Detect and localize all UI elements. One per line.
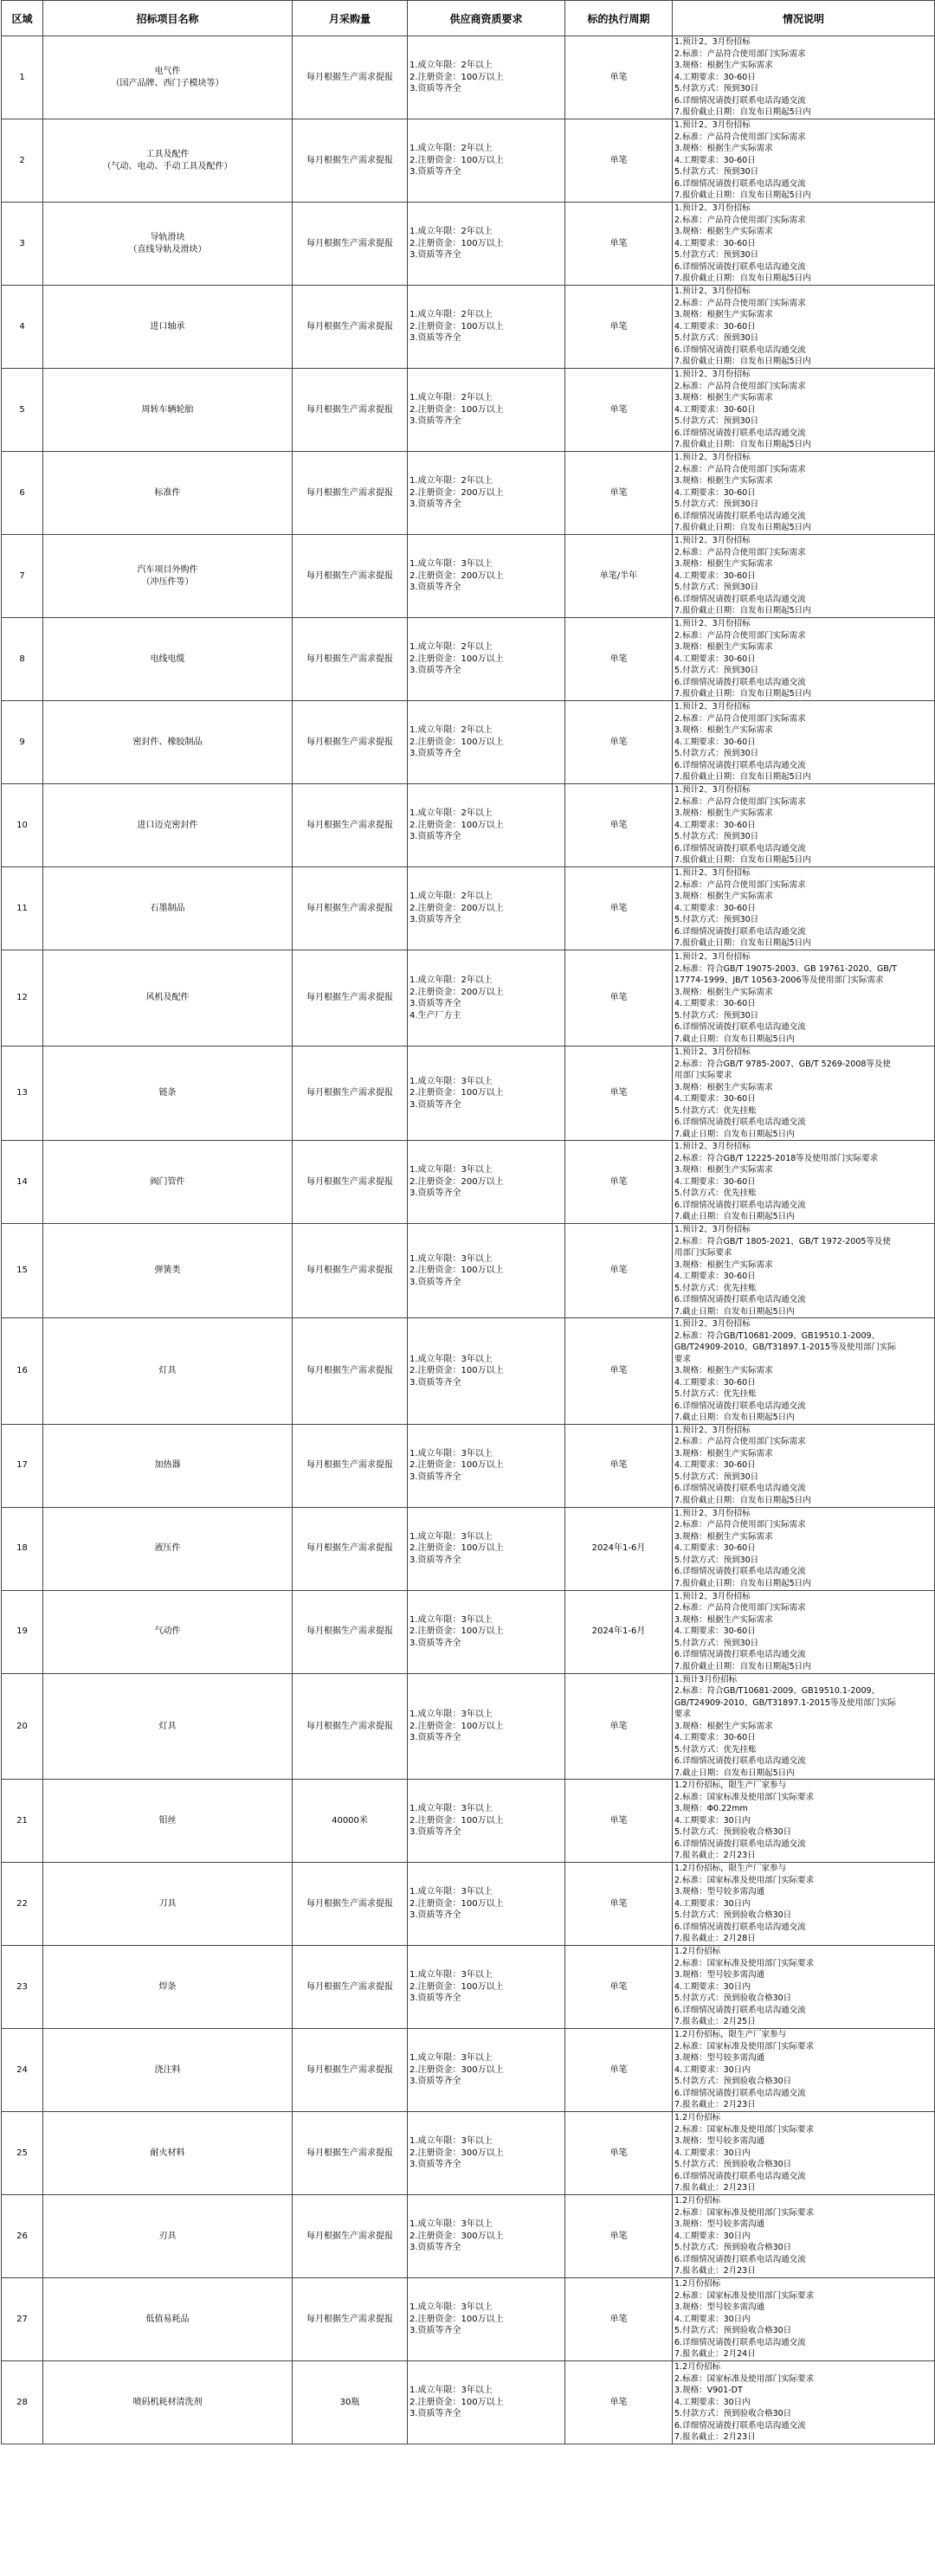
cell-project (43, 452, 293, 535)
cell-notes: 1.预计2、3月份招标 2.标准：产品符合使用部门实际需求 3.规格：根据生产实际需求 4.工期要求：30-60日 5.付款方式：预到30日 6.详细情况请拨打联系电话沟通交流 7.报价截止日期：自发布日期起5日内 (673, 286, 935, 369)
cell-region: 26 (2, 2195, 43, 2278)
cell-notes: 1.预计2、3月份招标 2.标准：符合GB/T 12225-2018等及使用部门实际要求 3.规格：根据生产实际需求 4.工期要求：30-60日 5.付款方式：优先挂账 6.详细情况请拨打联系电话沟通交流 7.截止日期：自发布日期起5日内 (673, 1141, 935, 1224)
cell-period: 单笔 (565, 1224, 673, 1318)
table-row (2, 535, 935, 618)
cell-supplier-req: 1.成立年限：3年以上 2.注册资金：100万以上 3.资质等齐全 (408, 1863, 565, 1946)
cell-project (43, 1224, 293, 1318)
table-row (2, 1424, 935, 1507)
cell-notes: 1.2月份招标，限生产厂家参与 2.标准：国家标准及使用部门实际要求 3.规格：Φ0.22mm 4.工期要求：30日内 5.付款方式：预到验收合格30日 6.详细情况请拨打联系电话沟通交流 7.报名截止：2月23日 (673, 1780, 935, 1863)
cell-notes: 1.预计2、3月份招标 2.标准：符合GB/T 19075-2003、GB 19761-2020、GB/T 17774-1999、JB/T 10563-2006等及使用部门实际需求 3.规格：根据生产实际需求 4.工期要求：30-60日 5.付款方式：预到30日 6.详细情况请拨打联系电话沟通交流 7.截止日期：自发布日期起5日内 (673, 950, 935, 1046)
cell-notes: 1.2月份招标 2.标准：国家标准及使用部门实际要求 3.规格：型号较多需沟通 4.工期要求：30日内 5.付款方式：预到验收合格30日 6.详细情况请拨打联系电话沟通交流 7.报名截止：2月23日 (673, 2195, 935, 2278)
cell-monthly-qty: 每月根据生产需求提报 (293, 701, 408, 784)
cell-region: 5 (2, 369, 43, 452)
cell-project-name: 耐火材料 (150, 2148, 185, 2158)
cell-monthly-qty: 每月根据生产需求提报 (293, 1507, 408, 1590)
cell-supplier-req: 1.成立年限：3年以上 2.注册资金：300万以上 3.资质等齐全 (408, 2029, 565, 2112)
cell-project-name: 阀门管件 (150, 1176, 185, 1187)
cell-project (43, 950, 293, 1046)
cell-monthly-qty: 每月根据生产需求提报 (293, 1673, 408, 1780)
cell-region: 17 (2, 1424, 43, 1507)
cell-project (43, 2195, 293, 2278)
cell-period: 单笔 (565, 701, 673, 784)
cell-supplier-req: 1.成立年限：2年以上 2.注册资金：100万以上 3.资质等齐全 (408, 36, 565, 119)
cell-project-name: 进口轴承 (150, 321, 185, 332)
cell-period: 2024年1-6月 (565, 1507, 673, 1590)
cell-project (43, 1780, 293, 1863)
table-row (2, 119, 935, 203)
cell-supplier-req: 1.成立年限：3年以上 2.注册资金：200万以上 3.资质等齐全 (408, 535, 565, 618)
cell-period: 单笔 (565, 1318, 673, 1425)
cell-notes: 1.预计2、3月份招标 2.标准：产品符合使用部门实际需求 3.规格：根据生产实际需求 4.工期要求：30-60日 5.付款方式：预到30日 6.详细情况请拨打联系电话沟通交流 7.报价截止日期：自发布日期起5日内 (673, 119, 935, 203)
cell-region: 6 (2, 452, 43, 535)
cell-monthly-qty: 每月根据生产需求提报 (293, 618, 408, 701)
cell-region: 22 (2, 1863, 43, 1946)
cell-project-name: 导轨滑块 (150, 233, 185, 242)
cell-monthly-qty: 每月根据生产需求提报 (293, 2112, 408, 2195)
cell-region: 19 (2, 1590, 43, 1673)
cell-period: 单笔 (565, 119, 673, 203)
cell-notes: 1.预计2、3月份招标 2.标准：产品符合使用部门实际需求 3.规格：根据生产实际需求 4.工期要求：30-60日 5.付款方式：预到30日 6.详细情况请拨打联系电话沟通交流 7.报价截止日期：自发布日期起5日内 (673, 1507, 935, 1590)
table-row (2, 950, 935, 1046)
cell-supplier-req: 1.成立年限：2年以上 2.注册资金：200万以上 3.资质等齐全 4.生产厂方主 (408, 950, 565, 1046)
cell-project (43, 1946, 293, 2029)
procurement-table (1, 0, 935, 2444)
cell-period: 单笔 (565, 2361, 673, 2444)
cell-monthly-qty: 40000米 (293, 1780, 408, 1863)
cell-notes: 1.预计2、3月份招标 2.标准：产品符合使用部门实际需求 3.规格：根据生产实际需求 4.工期要求：30-60日 5.付款方式：预到30日 6.详细情况请拨打联系电话沟通交流 7.报价截止日期：自发布日期起5日内 (673, 867, 935, 950)
table-row (2, 867, 935, 950)
cell-supplier-req: 1.成立年限：2年以上 2.注册资金：100万以上 3.资质等齐全 (408, 618, 565, 701)
cell-period: 单笔 (565, 867, 673, 950)
cell-supplier-req: 1.成立年限：2年以上 2.注册资金：100万以上 3.资质等齐全 (408, 701, 565, 784)
cell-project (43, 369, 293, 452)
cell-monthly-qty: 每月根据生产需求提报 (293, 535, 408, 618)
cell-notes: 1.2月份招标，限生产厂家参与 2.标准：国家标准及使用部门实际要求 3.规格：型号较多需沟通 4.工期要求：30日内 5.付款方式：预到验收合格30日 6.详细情况请拨打联系电话沟通交流 7.报名截止：2月28日 (673, 1863, 935, 1946)
table-row (2, 1863, 935, 1946)
cell-supplier-req: 1.成立年限：2年以上 2.注册资金：200万以上 3.资质等齐全 (408, 867, 565, 950)
cell-period: 单笔 (565, 2278, 673, 2361)
cell-project (43, 203, 293, 286)
table-row (2, 1673, 935, 1780)
cell-notes: 1.2月份招标 2.标准：国家标准及使用部门实际要求 3.规格：型号较多需沟通 4.工期要求：30日内 5.付款方式：预到验收合格30日 6.详细情况请拨打联系电话沟通交流 7.报名截止：2月23日 (673, 2112, 935, 2195)
cell-period: 单笔 (565, 1863, 673, 1946)
cell-monthly-qty: 每月根据生产需求提报 (293, 119, 408, 203)
cell-period: 单笔 (565, 286, 673, 369)
cell-monthly-qty: 每月根据生产需求提报 (293, 203, 408, 286)
cell-region: 20 (2, 1673, 43, 1780)
cell-notes: 1.预计2、3月份招标 2.标准：产品符合使用部门实际需求 3.规格：根据生产实际需求 4.工期要求：30-60日 5.付款方式：预到30日 6.详细情况请拨打联系电话沟通交流 7.报价截止日期：自发布日期起5日内 (673, 36, 935, 119)
cell-project (43, 36, 293, 119)
table-row (2, 2278, 935, 2361)
cell-period: 单笔 (565, 784, 673, 867)
cell-monthly-qty: 每月根据生产需求提报 (293, 1318, 408, 1425)
table-row (2, 2361, 935, 2444)
cell-project-name: 刃具 (158, 2231, 177, 2241)
cell-period: 单笔 (565, 36, 673, 119)
cell-notes: 1.2月份招标 2.标准：国家标准及使用部门实际要求 3.规格：V901-DT 4.工期要求：30日内 5.付款方式：预到验收合格30日 6.详细情况请拨打联系电话沟通交流 7.报名截止：2月23日 (673, 2361, 935, 2444)
cell-notes: 1.2月份招标 2.标准：国家标准及使用部门实际要求 3.规格：型号较多需沟通 4.工期要求：30日内 5.付款方式：预到验收合格30日 6.详细情况请拨打联系电话沟通交流 7.报名截止：2月24日 (673, 2278, 935, 2361)
cell-monthly-qty: 每月根据生产需求提报 (293, 452, 408, 535)
cell-project-name: 电气件 (154, 67, 181, 76)
cell-project-name: 低值易耗品 (145, 2314, 190, 2324)
cell-period: 单笔 (565, 1673, 673, 1780)
cell-period: 单笔 (565, 1141, 673, 1224)
cell-supplier-req: 1.成立年限：3年以上 2.注册资金：100万以上 3.资质等齐全 (408, 1590, 565, 1673)
cell-period: 单笔 (565, 2195, 673, 2278)
cell-monthly-qty: 每月根据生产需求提报 (293, 1046, 408, 1141)
cell-period: 单笔 (565, 618, 673, 701)
cell-project (43, 701, 293, 784)
cell-project-name: 密封件、橡胶制品 (132, 737, 203, 747)
cell-notes: 1.预计3月份招标 2.标准：符合GB/T10681-2009、GB19510.1-2009、 GB/T24909-2010、GB/T31897.1-2015等及使用部门实际 要求 3.规格：根据生产实际需求 4.工期要求：30-60日 5.付款方式：优先挂账 6.详细情况请拨打联系电话沟通交流 7.截止日期：自发布日期起5日内 (673, 1673, 935, 1780)
cell-region: 3 (2, 203, 43, 286)
cell-project (43, 1318, 293, 1425)
table-row (2, 1141, 935, 1224)
cell-supplier-req: 1.成立年限：2年以上 2.注册资金：100万以上 3.资质等齐全 (408, 286, 565, 369)
cell-supplier-req: 1.成立年限：2年以上 2.注册资金：100万以上 3.资质等齐全 (408, 784, 565, 867)
header-supplier-req: 供应商资质要求 (408, 1, 565, 36)
cell-monthly-qty: 每月根据生产需求提报 (293, 867, 408, 950)
cell-project (43, 1046, 293, 1141)
cell-project-name: 链条 (158, 1088, 177, 1098)
cell-region: 15 (2, 1224, 43, 1318)
cell-period: 单笔 (565, 1424, 673, 1507)
table-row (2, 1946, 935, 2029)
cell-project-name: 标准件 (154, 487, 181, 498)
cell-region: 7 (2, 535, 43, 618)
cell-project-name: 加热器 (154, 1460, 181, 1471)
cell-region: 25 (2, 2112, 43, 2195)
cell-project-name: 钼丝 (158, 1815, 177, 1826)
cell-project (43, 535, 293, 618)
cell-region: 2 (2, 119, 43, 203)
cell-region: 12 (2, 950, 43, 1046)
cell-supplier-req: 1.成立年限：3年以上 2.注册资金：200万以上 3.资质等齐全 (408, 1141, 565, 1224)
header-notes: 情况说明 (673, 1, 935, 36)
cell-monthly-qty: 每月根据生产需求提报 (293, 1863, 408, 1946)
cell-notes: 1.预计2、3月份招标 2.标准：符合GB/T 1805-2021、GB/T 1972-2005等及使 用部门实际要求 3.规格：根据生产实际需求 4.工期要求：30-60日 5.付款方式：优先挂账 6.详细情况请拨打联系电话沟通交流 7.截止日期：自发布日期起5日内 (673, 1224, 935, 1318)
cell-region: 24 (2, 2029, 43, 2112)
cell-project (43, 1863, 293, 1946)
cell-region: 9 (2, 701, 43, 784)
cell-notes: 1.预计2、3月份招标 2.标准：产品符合使用部门实际需求 3.规格：根据生产实际需求 4.工期要求：30-60日 5.付款方式：预到30日 6.详细情况请拨打联系电话沟通交流 7.报价截止日期：自发布日期起5日内 (673, 701, 935, 784)
table-row (2, 203, 935, 286)
cell-period: 单笔 (565, 2029, 673, 2112)
cell-monthly-qty: 每月根据生产需求提报 (293, 2195, 408, 2278)
cell-monthly-qty: 每月根据生产需求提报 (293, 1141, 408, 1224)
cell-region: 10 (2, 784, 43, 867)
cell-period: 单笔 (565, 1046, 673, 1141)
cell-notes: 1.2月份招标，限生产厂家参与 2.标准：国家标准及使用部门实际要求 3.规格：型号较多需沟通 4.工期要求：30日内 5.付款方式：预到验收合格30日 6.详细情况请拨打联系电话沟通交流 7.报名截止：2月23日 (673, 2029, 935, 2112)
cell-project-name: 灯具 (158, 1721, 177, 1731)
cell-project-subname: （气动、电动、手动工具及配件） (102, 161, 233, 171)
cell-supplier-req: 1.成立年限：2年以上 2.注册资金：100万以上 3.资质等齐全 (408, 119, 565, 203)
cell-notes: 1.预计2、3月份招标 2.标准：产品符合使用部门实际需求 3.规格：根据生产实际需求 4.工期要求：30-60日 5.付款方式：预到30日 6.详细情况请拨打联系电话沟通交流 7.报价截止日期：自发布日期起5日内 (673, 618, 935, 701)
cell-period: 2024年1-6月 (565, 1590, 673, 1673)
table-row (2, 369, 935, 452)
cell-project (43, 2112, 293, 2195)
cell-monthly-qty: 每月根据生产需求提报 (293, 1424, 408, 1507)
cell-notes: 1.2月份招标 2.标准：国家标准及使用部门实际要求 3.规格：型号较多需沟通 4.工期要求：30日内 5.付款方式：预到验收合格30日 6.详细情况请拨打联系电话沟通交流 7.报名截止：2月25日 (673, 1946, 935, 2029)
cell-project (43, 784, 293, 867)
table-row (2, 286, 935, 369)
cell-region: 8 (2, 618, 43, 701)
cell-monthly-qty: 每月根据生产需求提报 (293, 36, 408, 119)
cell-notes: 1.预计2、3月份招标 2.标准：产品符合使用部门实际需求 3.规格：根据生产实际需求 4.工期要求：30-60日 5.付款方式：预到30日 6.详细情况请拨打联系电话沟通交流 7.报价截止日期：自发布日期起5日内 (673, 1424, 935, 1507)
cell-notes: 1.预计2、3月份招标 2.标准：产品符合使用部门实际需求 3.规格：根据生产实际需求 4.工期要求：30-60日 5.付款方式：预到30日 6.详细情况请拨打联系电话沟通交流 7.报价截止日期：自发布日期起5日内 (673, 452, 935, 535)
cell-project-name: 喷码机耗材清洗剂 (132, 2397, 203, 2407)
cell-period: 单笔 (565, 2112, 673, 2195)
table-row (2, 701, 935, 784)
cell-supplier-req: 1.成立年限：3年以上 2.注册资金：100万以上 3.资质等齐全 (408, 2361, 565, 2444)
table-row (2, 1318, 935, 1425)
cell-project-name: 汽车项目外购件 (137, 565, 198, 575)
cell-notes: 1.预计2、3月份招标 2.标准：符合GB/T 9785-2007、GB/T 5269-2008等及使 用部门实际要求 3.规格：根据生产实际需求 4.工期要求：30-60日 5.付款方式：优先挂账 6.详细情况请拨打联系电话沟通交流 7.截止日期：自发布日期起5日内 (673, 1046, 935, 1141)
cell-project (43, 867, 293, 950)
cell-monthly-qty: 每月根据生产需求提报 (293, 1590, 408, 1673)
table-row (2, 618, 935, 701)
cell-project-name: 工具及配件 (145, 150, 190, 159)
header-monthly-qty: 月采购量 (293, 1, 408, 36)
cell-region: 13 (2, 1046, 43, 1141)
cell-project (43, 1590, 293, 1673)
cell-supplier-req: 1.成立年限：3年以上 2.注册资金：100万以上 3.资质等齐全 (408, 1224, 565, 1318)
cell-period: 单笔 (565, 369, 673, 452)
cell-region: 27 (2, 2278, 43, 2361)
cell-project (43, 119, 293, 203)
cell-monthly-qty: 30瓶 (293, 2361, 408, 2444)
cell-period: 单笔 (565, 452, 673, 535)
cell-region: 21 (2, 1780, 43, 1863)
table-row (2, 2112, 935, 2195)
cell-notes: 1.预计2、3月份招标 2.标准：产品符合使用部门实际需求 3.规格：根据生产实际需求 4.工期要求：30-60日 5.付款方式：预到30日 6.详细情况请拨打联系电话沟通交流 7.报价截止日期：自发布日期起5日内 (673, 203, 935, 286)
cell-project-name: 电线电缆 (150, 654, 185, 664)
cell-notes: 1.预计2、3月份招标 2.标准：产品符合使用部门实际需求 3.规格：根据生产实际需求 4.工期要求：30-60日 5.付款方式：预到30日 6.详细情况请拨打联系电话沟通交流 7.报价截止日期：自发布日期起5日内 (673, 535, 935, 618)
cell-supplier-req: 1.成立年限：3年以上 2.注册资金：100万以上 3.资质等齐全 (408, 1046, 565, 1141)
cell-monthly-qty: 每月根据生产需求提报 (293, 2029, 408, 2112)
cell-supplier-req: 1.成立年限：3年以上 2.注册资金：100万以上 3.资质等齐全 (408, 1424, 565, 1507)
cell-project-name: 石墨制品 (150, 903, 185, 913)
cell-monthly-qty: 每月根据生产需求提报 (293, 950, 408, 1046)
cell-project-name: 周转车辆轮胎 (141, 404, 194, 415)
cell-period: 单笔 (565, 1780, 673, 1863)
cell-monthly-qty: 每月根据生产需求提报 (293, 784, 408, 867)
cell-project-name: 气动件 (154, 1626, 181, 1637)
cell-notes: 1.预计2、3月份招标 2.标准：产品符合使用部门实际需求 3.规格：根据生产实际需求 4.工期要求：30-60日 5.付款方式：预到30日 6.详细情况请拨打联系电话沟通交流 7.报价截止日期：自发布日期起5日内 (673, 1590, 935, 1673)
cell-project-name: 液压件 (154, 1543, 181, 1554)
cell-project (43, 1141, 293, 1224)
table-row (2, 1507, 935, 1590)
cell-project (43, 2278, 293, 2361)
cell-supplier-req: 1.成立年限：3年以上 2.注册资金：300万以上 3.资质等齐全 (408, 2112, 565, 2195)
cell-project-subname: （国产品牌、西门子模块等） (111, 78, 224, 88)
cell-region: 1 (2, 36, 43, 119)
cell-project-subname: （直线导轨及滑块） (128, 244, 207, 254)
table-row (2, 2195, 935, 2278)
cell-project-name: 刀具 (158, 1898, 177, 1909)
cell-project-name: 灯具 (158, 1366, 177, 1375)
cell-monthly-qty: 每月根据生产需求提报 (293, 286, 408, 369)
header-row (2, 1, 935, 36)
cell-supplier-req: 1.成立年限：2年以上 2.注册资金：100万以上 3.资质等齐全 (408, 369, 565, 452)
cell-notes: 1.预计2、3月份招标 2.标准：产品符合使用部门实际需求 3.规格：根据生产实际需求 4.工期要求：30-60日 5.付款方式：预到30日 6.详细情况请拨打联系电话沟通交流 7.报价截止日期：自发布日期起5日内 (673, 784, 935, 867)
cell-region: 11 (2, 867, 43, 950)
cell-project (43, 618, 293, 701)
cell-project-name: 风机及配件 (145, 993, 190, 1003)
cell-supplier-req: 1.成立年限：2年以上 2.注册资金：200万以上 3.资质等齐全 (408, 452, 565, 535)
cell-supplier-req: 1.成立年限：3年以上 2.注册资金：100万以上 3.资质等齐全 (408, 1318, 565, 1425)
cell-supplier-req: 1.成立年限：3年以上 2.注册资金：300万以上 3.资质等齐全 (408, 2195, 565, 2278)
cell-project (43, 286, 293, 369)
cell-supplier-req: 1.成立年限：3年以上 2.注册资金：100万以上 3.资质等齐全 (408, 1780, 565, 1863)
cell-project (43, 2029, 293, 2112)
cell-project (43, 1424, 293, 1507)
cell-monthly-qty: 每月根据生产需求提报 (293, 2278, 408, 2361)
cell-project-subname: （冲压件等） (141, 576, 194, 587)
header-period: 标的执行周期 (565, 1, 673, 36)
table-row (2, 36, 935, 119)
cell-region: 14 (2, 1141, 43, 1224)
table-row (2, 1224, 935, 1318)
cell-monthly-qty: 每月根据生产需求提报 (293, 369, 408, 452)
cell-notes: 1.预计2、3月份招标 2.标准：产品符合使用部门实际需求 3.规格：根据生产实际需求 4.工期要求：30-60日 5.付款方式：预到30日 6.详细情况请拨打联系电话沟通交流 7.报价截止日期：自发布日期起5日内 (673, 369, 935, 452)
cell-supplier-req: 1.成立年限：3年以上 2.注册资金：100万以上 3.资质等齐全 (408, 1673, 565, 1780)
cell-supplier-req: 1.成立年限：3年以上 2.注册资金：100万以上 3.资质等齐全 (408, 1946, 565, 2029)
header-project-name: 招标项目名称 (43, 1, 293, 36)
cell-project (43, 1507, 293, 1590)
cell-region: 4 (2, 286, 43, 369)
cell-supplier-req: 1.成立年限：3年以上 2.注册资金：100万以上 3.资质等齐全 (408, 2278, 565, 2361)
cell-period: 单笔 (565, 1946, 673, 2029)
cell-project (43, 1673, 293, 1780)
table-row (2, 2029, 935, 2112)
cell-period: 单笔/半年 (565, 535, 673, 618)
cell-monthly-qty: 每月根据生产需求提报 (293, 1224, 408, 1318)
cell-supplier-req: 1.成立年限：3年以上 2.注册资金：100万以上 3.资质等齐全 (408, 1507, 565, 1590)
cell-notes: 1.预计2、3月份招标 2.标准：符合GB/T10681-2009、GB19510.1-2009、 GB/T24909-2010、GB/T31897.1-2015等及使用部门实际 要求 3.规格：根据生产实际需求 4.工期要求：30-60日 5.付款方式：优先挂账 6.详细情况请拨打联系电话沟通交流 7.截止日期：自发布日期起5日内 (673, 1318, 935, 1425)
cell-region: 23 (2, 1946, 43, 2029)
table-row (2, 452, 935, 535)
cell-region: 18 (2, 1507, 43, 1590)
cell-period: 单笔 (565, 950, 673, 1046)
table-row (2, 1590, 935, 1673)
table-row (2, 784, 935, 867)
cell-project-name: 进口迈克密封件 (137, 820, 198, 830)
cell-region: 28 (2, 2361, 43, 2444)
cell-project-name: 浇注料 (154, 2064, 181, 2075)
cell-project-name: 焊条 (158, 1981, 177, 1992)
table-row (2, 1780, 935, 1863)
cell-monthly-qty: 每月根据生产需求提报 (293, 1946, 408, 2029)
cell-project (43, 2361, 293, 2444)
cell-region: 16 (2, 1318, 43, 1425)
header-region: 区域 (2, 1, 43, 36)
cell-supplier-req: 1.成立年限：2年以上 2.注册资金：100万以上 3.资质等齐全 (408, 203, 565, 286)
cell-project-name: 弹簧类 (154, 1265, 181, 1276)
table-row (2, 1046, 935, 1141)
cell-period: 单笔 (565, 203, 673, 286)
